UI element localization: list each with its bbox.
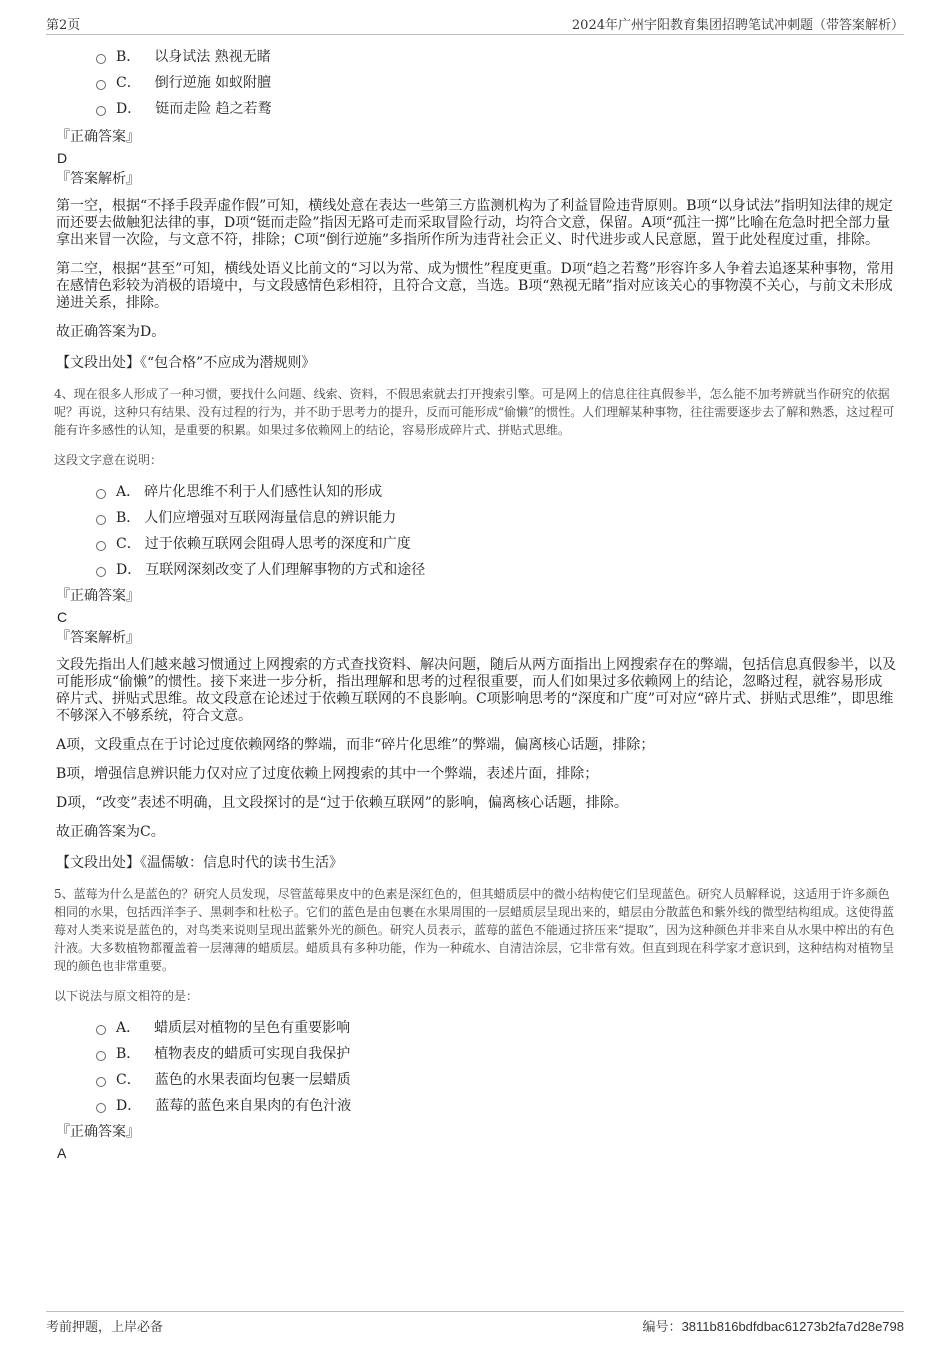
q3-option-d[interactable]: D． 铤而走险 趋之若鹜 — [96, 96, 896, 122]
q4-analysis-para: D项，“改变”表述不明确，且文段探讨的是“过于依赖互联网”的影响，偏离核心话题，排除。 — [56, 795, 628, 811]
document-title: 2024年广州宇阳教育集团招聘笔试冲刺题（带答案解析） — [571, 18, 904, 33]
q5-options — [56, 1015, 896, 1119]
page-header — [46, 14, 904, 35]
q5-question-text: 5、蓝莓为什么是蓝色的？研究人员发现，尽管蓝莓果皮中的色素是深红色的，但其蜡质层中的微小结构使它们呈现蓝色。研究人员解释说，这适用于许多颜色相同的水果，包括西洋李子、黑刺李和杜松子。它们的蓝色是由包裹在水果周围的一层蜡质层呈现出来的，蜡层由分散蓝色和紫外线的微型结构组成。这使得蓝莓对人类来说是蓝色的，对鸟类来说则呈现出蓝紫外光的颜色。研究人员表示，蓝莓的蓝色不能通过挤压来“提取”，因为这种颜色并非来自从水果中榨出的有色汁液。大多数植物都覆盖着一层薄薄的蜡质层。蜡质具有多种功能，作为一种疏水、自清洁涂层，它非常有效。但直到现在科学家才意识到，这种结构对植物呈现的颜色也非常重要。 — [54, 887, 895, 973]
radio-icon[interactable] — [96, 1077, 106, 1087]
q3-answer: D — [57, 150, 68, 166]
q3-option-b[interactable]: B． 以身试法 熟视无睹 — [96, 44, 896, 70]
radio-icon[interactable] — [96, 515, 106, 525]
q4-question-text: 4、现在很多人形成了一种习惯，要找什么问题、线索、资料，不假思索就去打开搜索引擎。可是网上的信息往往真假参半，怎么能不加考辨就当作研究的依据呢？再说，这种只有结果、没有过程的行为，并不助于思考力的提升，反而可能形成“偷懒”的惯性。人们理解某种事物，往往需要逐步去了解和熟悉，这过程可能有许多感性的认知，是重要的积累。如果过多依赖网上的结论，容易形成碎片式、拼贴式思维。 — [54, 387, 895, 437]
q5-option-c[interactable]: C． 蓝色的水果表面均包裹一层蜡质 — [96, 1067, 896, 1093]
q3-analysis-para: 第二空，根据“甚至”可知，横线处语义比前文的“习以为常、成为惯性”程度更重。D项“趋之若鹜”形容许多人争着去追逐某种事物，常用在感情色彩较为消极的语境中，与文段感情色彩相符，且符合文意，当选。B项“熟视无睹”指对应该关心的事物漠不关心，与前文未形成递进关系，排除。 — [56, 261, 895, 311]
q4-analysis-para: 文段先指出人们越来越习惯通过上网搜索的方式查找资料、解决问题，随后从两方面指出上网搜索存在的弊端，包括信息真假参半，以及可能形成“偷懒”的惯性。接下来进一步分析，指出理解和思考的过程很重要，而人们如果过多依赖网上的结论，忽略过程，就容易形成碎片式、拼贴式思维。故文段意在论述过于依赖互联网的不良影响。C项影响思考的“深度和广度”可对应“碎片式、拼贴式思维”，即思维不够深入不够系统，符合文意。 — [56, 657, 896, 724]
q4-analysis-para: A项，文段重点在于讨论过度依赖网络的弊端，而非“碎片化思维”的弊端，偏离核心话题，排除； — [56, 737, 655, 753]
footer-code — [643, 1316, 904, 1335]
footer-slogan: 考前押题，上岸必备 — [46, 1320, 164, 1335]
q3-analysis-para: 故正确答案为D。 — [56, 324, 166, 340]
q3-analysis — [56, 198, 896, 341]
q4-source: 【文段出处】《温儒敏：信息时代的读书生活》 — [56, 855, 343, 871]
q4-option-d[interactable]: D． 互联网深刻改变了人们理解事物的方式和途径 — [96, 557, 896, 583]
radio-icon[interactable] — [96, 1051, 106, 1061]
q3-analysis-label: 『答案解析』 — [56, 171, 140, 187]
q5-answer-label: 『正确答案』 — [56, 1124, 140, 1140]
q4-answer-label: 『正确答案』 — [56, 588, 140, 604]
q4-option-b[interactable]: B． 人们应增强对互联网海量信息的辨识能力 — [96, 505, 896, 531]
q4-analysis-label: 『答案解析』 — [56, 630, 140, 646]
radio-icon[interactable] — [96, 1103, 106, 1113]
q3-analysis-para: 第一空，根据“不择手段弄虚作假”可知，横线处意在表达一些第三方监测机构为了利益冒险违背原则。B项“以身试法”指明知法律的规定而还要去做触犯法律的事，D项“铤而走险”指因无路可走而采取冒险行动，均符合文意，保留。A项“孤注一掷”比喻在危急时把全部力量拿出来冒一次险，与文意不符，排除；C项“倒行逆施”多指所作所为违背社会正义、时代进步或人民意愿，置于此处程度过重，排除。 — [56, 198, 893, 248]
radio-icon[interactable] — [96, 567, 106, 577]
q4-question-prompt: 这段文字意在说明： — [54, 453, 163, 467]
q3-options — [56, 44, 896, 122]
q4-answer: C — [57, 609, 68, 625]
radio-icon[interactable] — [96, 80, 106, 90]
radio-icon[interactable] — [96, 54, 106, 64]
q4-option-a[interactable]: A． 碎片化思维不利于人们感性认知的形成 — [96, 479, 896, 505]
q3-answer-label: 『正确答案』 — [56, 129, 140, 145]
q5-option-d[interactable]: D． 蓝莓的蓝色来自果肉的有色汁液 — [96, 1093, 896, 1119]
radio-icon[interactable] — [96, 541, 106, 551]
footer-code-label: 编号： — [642, 1320, 682, 1335]
q3-source: 【文段出处】《“包合格”不应成为潜规则》 — [56, 355, 316, 371]
q3-option-c[interactable]: C． 倒行逆施 如蚁附膻 — [96, 70, 896, 96]
q5-option-a[interactable]: A． 蜡质层对植物的呈色有重要影响 — [96, 1015, 896, 1041]
page-content — [56, 44, 896, 1163]
q5-option-b[interactable]: B． 植物表皮的蜡质可实现自我保护 — [96, 1041, 896, 1067]
q4-analysis-para: 故正确答案为C。 — [56, 824, 165, 840]
q4-option-c[interactable]: C． 过于依赖互联网会阻碍人思考的深度和广度 — [96, 531, 896, 557]
q5-answer: A — [57, 1145, 67, 1161]
q4-analysis-para: B项，增强信息辨识能力仅对应了过度依赖上网搜索的其中一个弊端，表述片面，排除； — [56, 766, 599, 782]
radio-icon[interactable] — [96, 106, 106, 116]
footer-code-value: 3811b816bdfdbac61273b2fa7d28e798 — [681, 1319, 904, 1334]
radio-icon[interactable] — [96, 1025, 106, 1035]
q4-analysis — [56, 657, 896, 841]
page-number: 第2页 — [46, 18, 81, 33]
radio-icon[interactable] — [96, 489, 106, 499]
q4-options — [56, 479, 896, 583]
q5-question-prompt: 以下说法与原文相符的是： — [54, 989, 199, 1003]
page-footer — [46, 1311, 904, 1335]
